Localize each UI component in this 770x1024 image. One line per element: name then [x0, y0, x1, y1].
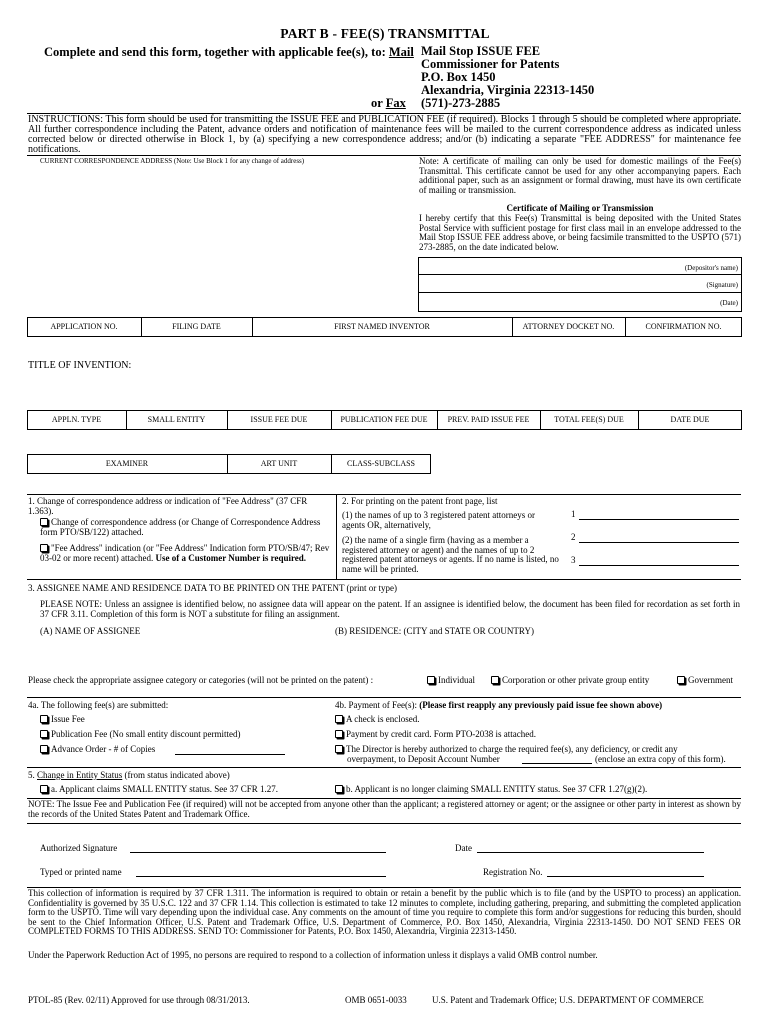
block1-heading: 1. Change of correspondence address or indication of "Fee Address" (37 CFR 1.363).: [28, 496, 308, 516]
deposit-account-text-3: (enclose an extra copy of this form).: [595, 754, 726, 764]
block2-para2: (2) the name of a single firm (having as a member a registered attorney or agent) and the names of up to 2 registered patent attorneys or agents. If no name is listed, no name will be printed.: [342, 535, 559, 574]
block1-option2[interactable]: [40, 544, 330, 563]
checkbox[interactable]: [40, 518, 48, 526]
fee-advance-order[interactable]: [40, 745, 155, 755]
mail-label: Mail: [388, 45, 414, 59]
attorney-field-1[interactable]: [579, 519, 739, 520]
checkbox[interactable]: [40, 730, 48, 738]
certificate-date-field[interactable]: [419, 293, 669, 311]
assignee-name-field[interactable]: [40, 640, 320, 670]
block3-heading: 3. ASSIGNEE NAME AND RESIDENCE DATA TO BE PRINTED ON THE PATENT (print or type): [28, 583, 398, 593]
fax-prefix: or: [371, 96, 383, 110]
form-id: PTOL-85 (Rev. 02/11) Approved for use through 08/31/2013.: [28, 995, 250, 1005]
block3-note: PLEASE NOTE: Unless an assignee is identified below, no assignee data will appear on the patent. If an assignee is identified below, the document has been filed for recordation as set forth in 37 CFR 3.11. Completion of this form is NOT a substitute for filing an assignment.: [40, 599, 740, 619]
fee-advance-order-label: Advance Order - # of Copies: [51, 744, 156, 754]
burden-statement: This collection of information is required by 37 CFR 1.311. The information is required to obtain or retain a benefit by the public which is to file (and by the USPTO to process) an application. Confidentiality is governed by 35 U.S.C. 122 and 37 CFR 1.14. This collection is estimated to take 12 minutes to complete, including gathering, preparing, and submitting the completed application form to the USPTO. Time will vary depending upon the individual case. Any comments on the amount of time you require to complete this form and/or suggestions for reducing this burden, should be sent to the Chief Information Officer, U.S. Patent and Trademark Office, U.S. Department of Commerce, P.O. Box 1450, Alexandria, Virginia 22313-1450. DO NOT SEND FEES OR COMPLETED FORMS TO THIS ADDRESS. SEND TO: Commissioner for Patents, P.O. Box 1450, Alexandria, Virginia 22313-1450.: [28, 888, 741, 936]
signature-date-label: Date: [455, 843, 472, 853]
block5-subtitle: (from status indicated above): [124, 770, 230, 780]
checkbox[interactable]: [677, 676, 685, 684]
depositor-name-label: (Depositor's name): [684, 264, 738, 272]
deposit-account-text-2: overpayment, to Deposit Account Number: [347, 754, 500, 764]
entity-claim-small-label: a. Applicant claims SMALL ENTITY status. See 37 CFR 1.27.: [51, 784, 279, 794]
block4b-heading-bold: (Please first reapply any previously paid issue fee shown above): [419, 700, 663, 710]
checkbox[interactable]: [335, 730, 343, 738]
category-corporation[interactable]: [491, 676, 649, 686]
fax-number: (571)-273-2885: [421, 96, 501, 110]
publication-fee-due-header: PUBLICATION FEE DUE: [340, 415, 428, 424]
category-individual-label: Individual: [438, 675, 475, 685]
block4b-heading-text: 4b. Payment of Fee(s):: [335, 700, 417, 710]
fees-note: NOTE: The Issue Fee and Publication Fee (if required) will not be accepted from anyone other than the applicant; a registered attorney or agent; or the assignee or other party in interest as shown by the records of the United States Patent and Trademark Office.: [28, 799, 741, 819]
checkbox[interactable]: [427, 676, 435, 684]
attorney-field-3[interactable]: [579, 565, 739, 566]
send-intro: [44, 45, 414, 60]
date-due-header: DATE DUE: [670, 415, 710, 424]
certificate-title: Certificate of Mailing or Transmission: [506, 203, 654, 213]
address-line: Commissioner for Patents: [421, 57, 560, 71]
block5-heading: [28, 771, 230, 781]
block2-heading: 2. For printing on the patent front page, list: [342, 496, 498, 506]
fee-issue[interactable]: [40, 715, 85, 725]
payment-check-label: A check is enclosed.: [346, 714, 420, 724]
title-of-invention-label: TITLE OF INVENTION:: [28, 360, 132, 371]
block1-option1-text: Change of correspondence address (or Change of Correspondence Address form PTO/SB/122) attached.: [40, 517, 321, 537]
confirmation-no-header: CONFIRMATION NO.: [645, 322, 722, 331]
correspondence-address-label: CURRENT CORRESPONDENCE ADDRESS (Note: Use Block 1 for any change of address): [40, 157, 305, 165]
entity-claim-small[interactable]: [40, 785, 278, 795]
fee-publication[interactable]: [40, 730, 240, 740]
date-label: (Date): [720, 299, 738, 307]
attorney-number-3: 3: [571, 555, 576, 565]
checkbox[interactable]: [40, 715, 48, 723]
copies-field[interactable]: [175, 754, 285, 755]
fee-publication-label: Publication Fee (No small entity discount permitted): [51, 729, 241, 739]
fax-label: Fax: [385, 96, 406, 110]
first-named-inventor-header: FIRST NAMED INVENTOR: [334, 322, 430, 331]
deposit-account-field[interactable]: [522, 763, 592, 764]
block5-number: 5.: [28, 770, 35, 780]
address-line: P.O. Box 1450: [421, 70, 496, 84]
assignee-residence-field[interactable]: [335, 640, 735, 670]
fax-line: [371, 97, 406, 110]
typed-name-field[interactable]: [136, 876, 386, 877]
block4b-heading: [335, 701, 662, 711]
registration-no-field[interactable]: [547, 876, 704, 877]
block1-option1[interactable]: [40, 518, 330, 537]
attorney-number-1: 1: [571, 509, 576, 519]
checkbox[interactable]: [40, 745, 48, 753]
paperwork-reduction-note: Under the Paperwork Reduction Act of 1995, no persons are required to respond to a collection of information unless it displays a valid OMB control number.: [28, 950, 598, 960]
category-corporation-label: Corporation or other private group entity: [502, 675, 650, 685]
art-unit-header: ART UNIT: [260, 459, 298, 468]
address-line: Mail Stop ISSUE FEE: [421, 44, 541, 58]
block1-option2-bold: Use of a Customer Number is required.: [155, 552, 307, 563]
instructions: INSTRUCTIONS: This form should be used for transmitting the ISSUE FEE and PUBLICATION FEE (if required). Blocks 1 through 5 should be completed where appropriate. All further correspondence including the Patent, advance orders and notification of maintenance fees will be mailed to the current correspondence address as indicated unless corrected below or directed otherwise in Block 1, by (a) specifying a new correspondence address; and/or (b) indicating a separate "FEE ADDRESS" for maintenance fee notifications.: [28, 114, 741, 155]
assignee-residence-label: (B) RESIDENCE: (CITY and STATE OR COUNTRY): [335, 626, 534, 636]
registration-no-label: Registration No.: [483, 867, 543, 877]
attorney-field-2[interactable]: [579, 542, 739, 543]
agency-name: U.S. Patent and Trademark Office; U.S. DEPARTMENT OF COMMERCE: [432, 995, 704, 1005]
authorized-signature-label: Authorized Signature: [40, 843, 118, 853]
filing-date-header: FILING DATE: [172, 322, 221, 331]
checkbox[interactable]: [40, 544, 48, 552]
checkbox[interactable]: [335, 785, 343, 793]
checkbox[interactable]: [40, 785, 48, 793]
correspondence-address-area[interactable]: [30, 166, 405, 306]
block1-option2-text: "Fee Address" indication (or "Fee Address" Indication form PTO/SB/47; Rev 03-02 or more recent) attached.: [40, 543, 330, 563]
checkbox[interactable]: [335, 745, 343, 753]
send-intro-text: Complete and send this form, together with applicable fee(s), to:: [44, 45, 386, 59]
mail-address: [421, 45, 594, 97]
authorized-signature-field[interactable]: [130, 852, 386, 853]
certificate-text: I hereby certify that this Fee(s) Transmittal is being deposited with the United States Postal Service with sufficient postage for first class mail in an envelope addressed to the Mail Stop ISSUE FEE address above, or being facsimile transmitted to the USPTO (571) 273-2885, on the date indicated below.: [419, 213, 741, 252]
category-individual[interactable]: [427, 676, 475, 686]
mailing-note: Note: A certificate of mailing can only be used for domestic mailings of the Fee(s) Transmittal. This certificate cannot be used for any other accompanying papers. Each additional paper, such as an assignment or formal drawing, must have its own certificate of mailing or transmission.: [419, 156, 741, 195]
prev-paid-issue-fee-header: PREV. PAID ISSUE FEE: [447, 415, 530, 424]
entity-no-longer-small-label: b. Applicant is no longer claiming SMALL ENTITY status. See 37 CFR 1.27(g)(2).: [346, 784, 648, 794]
attorney-number-2: 2: [571, 532, 576, 542]
assignee-name-label: (A) NAME OF ASSIGNEE: [40, 626, 141, 636]
signature-date-field[interactable]: [477, 852, 704, 853]
total-fees-due-header: TOTAL FEE(S) DUE: [554, 415, 624, 424]
block5-title: Change in Entity Status: [37, 770, 123, 780]
depositor-signature-field[interactable]: [419, 275, 669, 291]
depositor-name-field[interactable]: [419, 258, 669, 273]
checkbox[interactable]: [335, 715, 343, 723]
application-no-header: APPLICATION NO.: [50, 322, 118, 331]
block4a-heading: 4a. The following fee(s) are submitted:: [28, 700, 169, 710]
payment-credit-card[interactable]: [335, 730, 536, 740]
checkbox[interactable]: [491, 676, 499, 684]
omb-number: OMB 0651-0033: [345, 995, 407, 1005]
address-line: Alexandria, Virginia 22313-1450: [421, 83, 595, 97]
block2-para1: (1) the names of up to 3 registered patent attorneys or agents OR, alternatively,: [342, 510, 535, 530]
deposit-account-text: The Director is hereby authorized to charge the required fee(s), any deficiency, or credit any: [346, 744, 678, 754]
fee-issue-label: Issue Fee: [51, 714, 85, 724]
payment-credit-card-label: Payment by credit card. Form PTO-2038 is attached.: [346, 729, 537, 739]
category-government[interactable]: [677, 676, 733, 686]
category-government-label: Government: [688, 675, 733, 685]
appln-type-header: APPLN. TYPE: [51, 415, 102, 424]
signature-label: (Signature): [706, 281, 738, 289]
assignee-category-prompt: Please check the appropriate assignee category or categories (will not be printed on the patent) :: [28, 675, 374, 685]
small-entity-header: SMALL ENTITY: [147, 415, 206, 424]
examiner-header: EXAMINER: [105, 459, 149, 468]
form-title: PART B - FEE(S) TRANSMITTAL: [280, 26, 490, 41]
attorney-docket-header: ATTORNEY DOCKET NO.: [522, 322, 615, 331]
entity-no-longer-small[interactable]: [335, 785, 647, 795]
payment-check[interactable]: [335, 715, 419, 725]
issue-fee-due-header: ISSUE FEE DUE: [250, 415, 308, 424]
class-subclass-header: CLASS-SUBCLASS: [346, 459, 416, 468]
typed-name-label: Typed or printed name: [40, 867, 122, 877]
